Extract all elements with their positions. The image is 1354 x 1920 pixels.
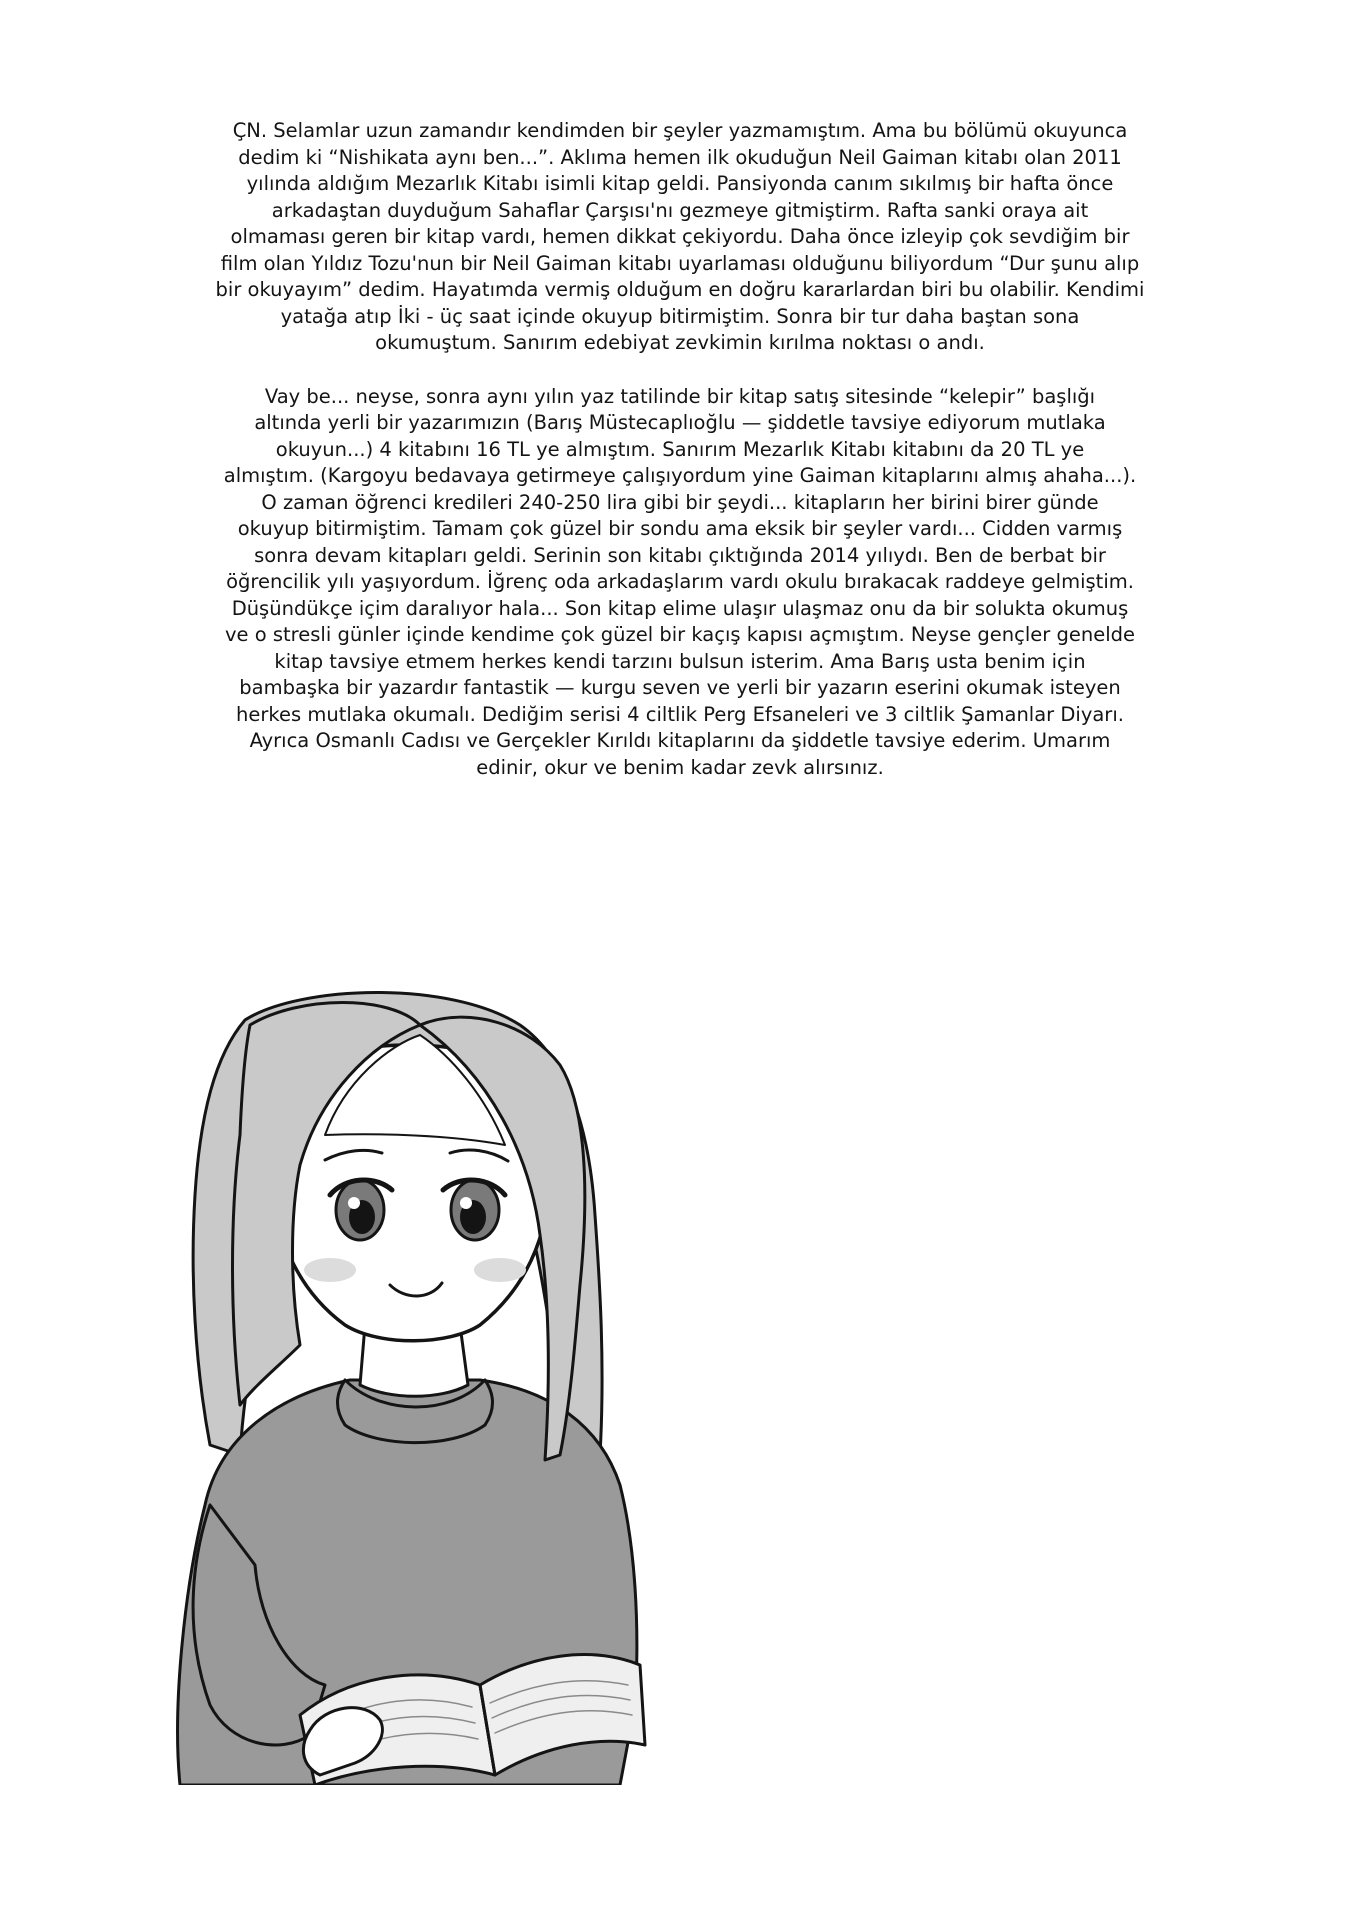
- note-line: okuyun...) 4 kitabını 16 TL ye almıştım. Sanırım Mezarlık Kitabı kitabını da 20 TL ye: [275, 437, 1085, 461]
- girl-reading-illustration: [150, 985, 710, 1785]
- note-line: altında yerli bir yazarımızın (Barış Müstecaplıoğlu — şiddetle tavsiye ediyorum mutlaka: [254, 411, 1106, 434]
- note-line: almıştım. (Kargoyu bedavaya getirmeye çalışıyordum yine Gaiman kitaplarını almış ahaha...).: [223, 464, 1137, 487]
- note-line: Ayrıca Osmanlı Cadısı ve Gerçekler Kırıldı kitaplarını da şiddetle tavsiye ederim. Umarım: [249, 729, 1111, 752]
- blush-left: [304, 1258, 356, 1282]
- blush-right: [474, 1258, 526, 1282]
- note-line: arkadaştan duyduğum Sahaflar Çarşısı'nı gezmeye gitmiştirm. Rafta sanki oraya ait: [271, 198, 1089, 222]
- note-line: bambaşka bir yazardır fantastik — kurgu seven ve yerli bir yazarın eserini okumak isteyen: [239, 676, 1121, 699]
- note-line: bir okuyayım” dedim. Hayatımda vermiş olduğum en doğru kararlardan biri bu olabilir. Kendimi: [215, 278, 1145, 301]
- note-line: öğrencilik yılı yaşıyordum. İğrenç oda arkadaşlarım vardı okulu bırakacak raddeye gelmiştim.: [226, 570, 1134, 593]
- note-line: yılında aldığım Mezarlık Kitabı isimli kitap geldi. Pansiyonda canım sıkılmış bir hafta önce: [246, 172, 1114, 195]
- note-line: yatağa atıp İki - üç saat içinde okuyup bitirmiştim. Sonra bir tur daha baştan sona: [280, 304, 1080, 328]
- note-line: ÇN. Selamlar uzun zamandır kendimden bir şeyler yazmamıştım. Ama bu bölümü okuyunca: [232, 119, 1128, 142]
- note-line: sonra devam kitapları geldi. Serinin son kitabı çıktığında 2014 yılıydı. Ben de berbat bir: [254, 543, 1106, 567]
- note-line: Vay be... neyse, sonra aynı yılın yaz tatilinde bir kitap satış sitesinde “kelepir” başlığı: [264, 384, 1096, 408]
- note-paragraph-1: [190, 118, 1170, 357]
- note-line: O zaman öğrenci kredileri 240-250 lira gibi bir şeydi... kitapların her birini birer günde: [261, 490, 1099, 514]
- note-line: Düşündükçe içim daralıyor hala... Son kitap elime ulaşır ulaşmaz onu da bir solukta okumuş: [231, 596, 1129, 620]
- note-line: olmaması geren bir kitap vardı, hemen dikkat çekiyordu. Daha önce izleyip çok sevdiğim bir: [230, 225, 1130, 248]
- eye-shine-right: [460, 1197, 472, 1209]
- note-line: herkes mutlaka okumalı. Dediğim serisi 4 ciltlik Perg Efsaneleri ve 3 ciltlik Şamanlar Diyarı.: [236, 702, 1124, 726]
- note-line: film olan Yıldız Tozu'nun bir Neil Gaiman kitabı uyarlaması olduğunu biliyordum “Dur şunu alıp: [220, 251, 1140, 275]
- note-line: edinir, okur ve benim kadar zevk alırsınız.: [476, 755, 884, 779]
- note-paragraph-2: [190, 384, 1170, 782]
- note-line: kitap tavsiye etmem herkes kendi tarzını bulsun isterim. Ama Barış usta benim için: [274, 649, 1086, 673]
- eye-shine-left: [348, 1197, 360, 1209]
- translator-note: [190, 118, 1170, 781]
- note-line: dedim ki “Nishikata aynı ben...”. Aklıma hemen ilk okuduğun Neil Gaiman kitabı olan 2011: [238, 145, 1122, 169]
- note-line: okumuştum. Sanırım edebiyat zevkimin kırılma noktası o andı.: [375, 331, 985, 354]
- note-line: ve o stresli günler içinde kendime çok güzel bir kaçış kapısı açmıştım. Neyse gençler genelde: [225, 623, 1135, 646]
- note-line: okuyup bitirmiştim. Tamam çok güzel bir sondu ama eksik bir şeyler vardı... Cidden varmış: [237, 517, 1123, 540]
